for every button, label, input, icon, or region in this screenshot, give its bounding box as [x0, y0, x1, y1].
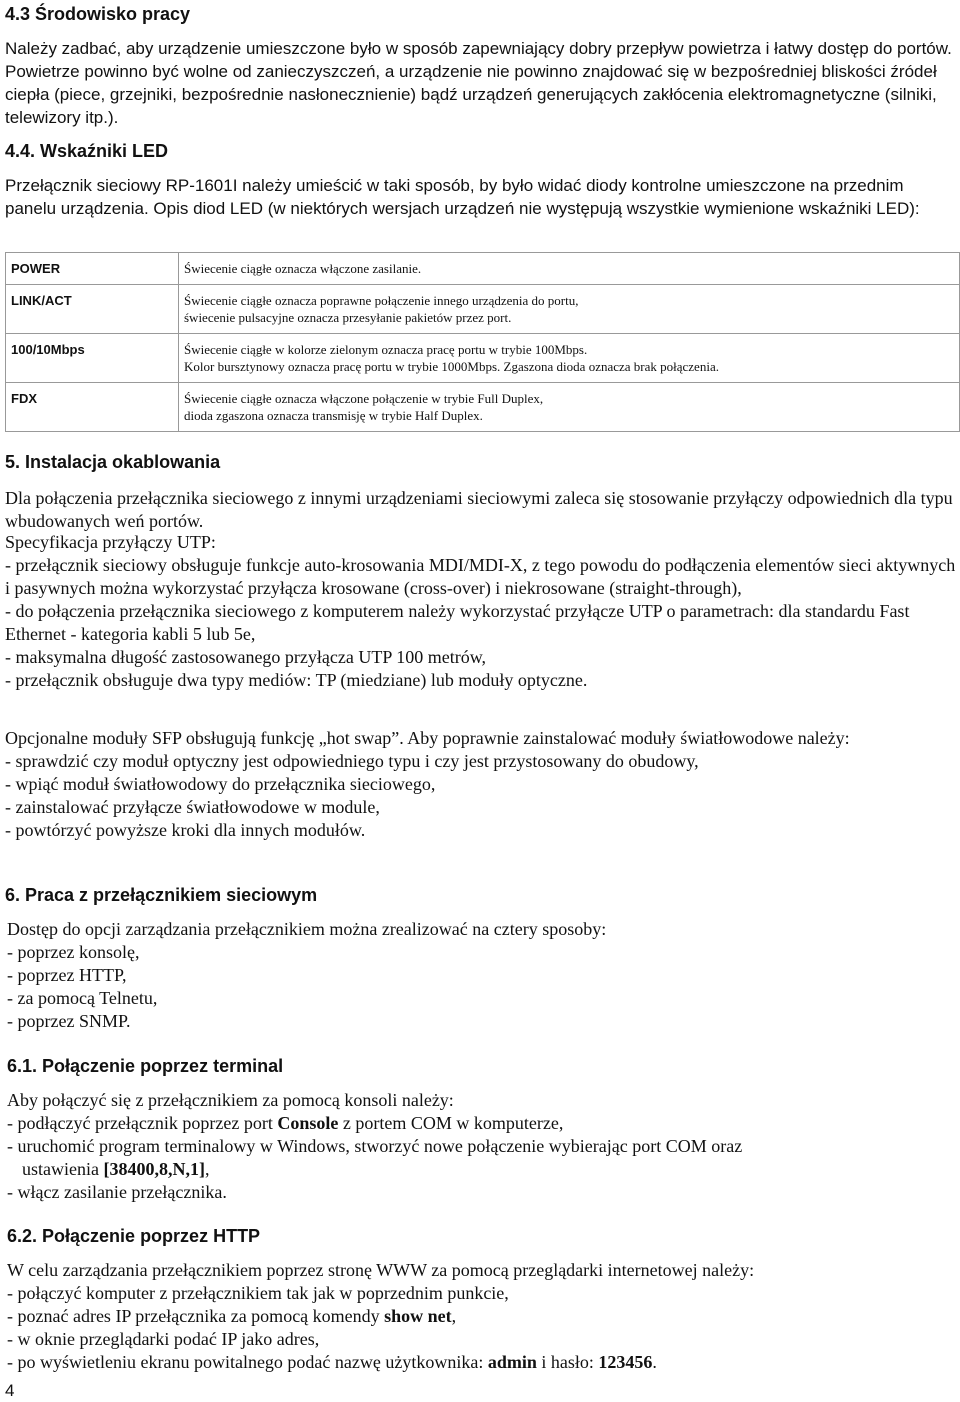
list-item: - przełącznik obsługuje dwa typy mediów: TP (miedziane) lub moduły optyczne.	[5, 670, 588, 690]
text-line: Opcjonalne moduły SFP obsługują funkcję „hot swap”. Aby poprawnie zainstalować moduły światłowodowe należy:	[5, 728, 850, 748]
table-row	[6, 334, 960, 383]
description-line: świecenie pulsacyjne oznacza przesyłanie pakietów przez port.	[184, 310, 512, 325]
section-6-1-title: 6.1. Połączenie poprzez terminal	[7, 1056, 284, 1076]
list-item: - włącz zasilanie przełącznika.	[7, 1182, 227, 1202]
description-line: dioda zgaszona oznacza transmisję w trybie Half Duplex.	[184, 408, 483, 423]
text-line: Specyfikacja przyłączy UTP:	[5, 532, 216, 552]
section-6-title: 6. Praca z przełącznikiem sieciowym	[5, 885, 318, 905]
table-row	[6, 383, 960, 432]
list-item: - przełącznik sieciowy obsługuje funkcje auto-krosowania MDI/MDI-X, z tego powodu do podłączenia elementów sieci aktywnych i pasywnych można wykorzystać przyłącza krosowane (cross-over) i niekrosowane (straight-through),	[5, 555, 956, 598]
led-name: 100/10Mbps	[6, 334, 179, 383]
list-item: - wpiąć moduł światłowodowy do przełącznika sieciowego,	[5, 774, 436, 794]
command-show-net: show net	[384, 1306, 452, 1326]
section-6-body	[7, 918, 957, 1033]
section-4-4-title: 4.4. Wskaźniki LED	[5, 141, 169, 161]
led-description	[179, 285, 960, 334]
table-row	[6, 253, 960, 285]
text-line: Aby połączyć się z przełącznikiem za pomocą konsoli należy:	[7, 1090, 454, 1110]
led-description	[179, 383, 960, 432]
list-item: - poznać adres IP przełącznika za pomocą komendy show net,	[7, 1306, 457, 1326]
list-item: - w oknie przeglądarki podać IP jako adres,	[7, 1329, 320, 1349]
section-6-2-title: 6.2. Połączenie poprzez HTTP	[7, 1226, 261, 1246]
table-row	[6, 285, 960, 334]
led-table	[5, 252, 960, 432]
led-description	[179, 253, 960, 285]
led-name: POWER	[6, 253, 179, 285]
list-item: - do połączenia przełącznika sieciowego z komputerem należy wykorzystać przyłącze UTP o parametrach: dla standardu Fast Ethernet - kategoria kabli 5 lub 5e,	[5, 601, 910, 644]
list-item: - połączyć komputer z przełącznikiem tak jak w poprzednim punkcie,	[7, 1283, 509, 1303]
list-item: - uruchomić program terminalowy w Windows, stworzyć nowe połączenie wybierając port COM oraz	[7, 1136, 743, 1156]
led-name: LINK/ACT	[6, 285, 179, 334]
serial-settings: [38400,8,N,1]	[103, 1159, 205, 1179]
username: admin	[487, 1352, 537, 1372]
list-item: - poprzez konsolę,	[7, 942, 140, 962]
description-line: Świecenie ciągłe oznacza poprawne połączenie innego urządzenia do portu,	[184, 293, 579, 308]
list-item: - za pomocą Telnetu,	[7, 988, 158, 1008]
password: 123456	[598, 1352, 653, 1372]
led-name: FDX	[6, 383, 179, 432]
description-line: Świecenie ciągłe oznacza włączone połączenie w trybie Full Duplex,	[184, 391, 544, 406]
section-5-utp-spec	[5, 531, 960, 692]
list-item: - sprawdzić czy moduł optyczny jest odpowiedniego typu i czy jest przystosowany do obudowy,	[5, 751, 699, 771]
page-number: 4	[5, 1381, 15, 1400]
list-item-continuation: ustawienia [38400,8,N,1],	[22, 1159, 210, 1179]
section-4-3-body: Należy zadbać, aby urządzenie umieszczone było w sposób zapewniający dobry przepływ powietrza i łatwy dostęp do portów. Powietrze powinno być wolne od zanieczyszczeń, a urządzenie nie powinno znajdować się w bezpośredniej bliskości źródeł ciepła (piece, grzejniki, bezpośrednie nasłonecznienie) bądź urządzeń generujących zakłócenia elektromagnetyczne (silniki, telewizory itp.).	[5, 39, 952, 127]
section-5-sfp	[5, 727, 960, 842]
section-6-1-body	[7, 1089, 957, 1204]
section-6-2-body	[7, 1259, 957, 1374]
section-5-title: 5. Instalacja okablowania	[5, 452, 221, 472]
description-line: Świecenie ciągłe w kolorze zielonym oznacza pracę portu w trybie 100Mbps.	[184, 342, 588, 357]
led-description	[179, 334, 960, 383]
list-item: - maksymalna długość zastosowanego przyłącza UTP 100 metrów,	[5, 647, 487, 667]
section-4-4-body: Przełącznik sieciowy RP-1601I należy umieścić w taki sposób, by było widać diody kontrolne umieszczone na przednim panelu urządzenia. Opis diod LED (w niektórych wersjach urządzeń nie występują wszystkie wymienione wskaźniki LED):	[5, 176, 920, 218]
section-5-p1: Dla połączenia przełącznika sieciowego z innymi urządzeniami sieciowymi zaleca się stosowanie przyłączy odpowiednich dla typu wbudowanych weń portów.	[5, 488, 953, 531]
section-4-3-title: 4.3 Środowisko pracy	[5, 4, 191, 24]
list-item: - zainstalować przyłącze światłowodowe w module,	[5, 797, 380, 817]
list-item: - podłączyć przełącznik poprzez port Console z portem COM w komputerze,	[7, 1113, 564, 1133]
text-line: Dostęp do opcji zarządzania przełącznikiem można zrealizować na cztery sposoby:	[7, 919, 607, 939]
list-item: - poprzez SNMP.	[7, 1011, 131, 1031]
text-line: W celu zarządzania przełącznikiem poprzez stronę WWW za pomocą przeglądarki internetowej należy:	[7, 1260, 755, 1280]
description-line: Świecenie ciągłe oznacza włączone zasilanie.	[184, 261, 422, 276]
console-port-label: Console	[277, 1113, 339, 1133]
description-line: Kolor bursztynowy oznacza pracę portu w trybie 1000Mbps. Zgaszona dioda oznacza brak połączenia.	[184, 359, 719, 374]
list-item: - po wyświetleniu ekranu powitalnego podać nazwę użytkownika: admin i hasło: 123456.	[7, 1352, 657, 1372]
list-item: - powtórzyć powyższe kroki dla innych modułów.	[5, 820, 366, 840]
list-item: - poprzez HTTP,	[7, 965, 127, 985]
